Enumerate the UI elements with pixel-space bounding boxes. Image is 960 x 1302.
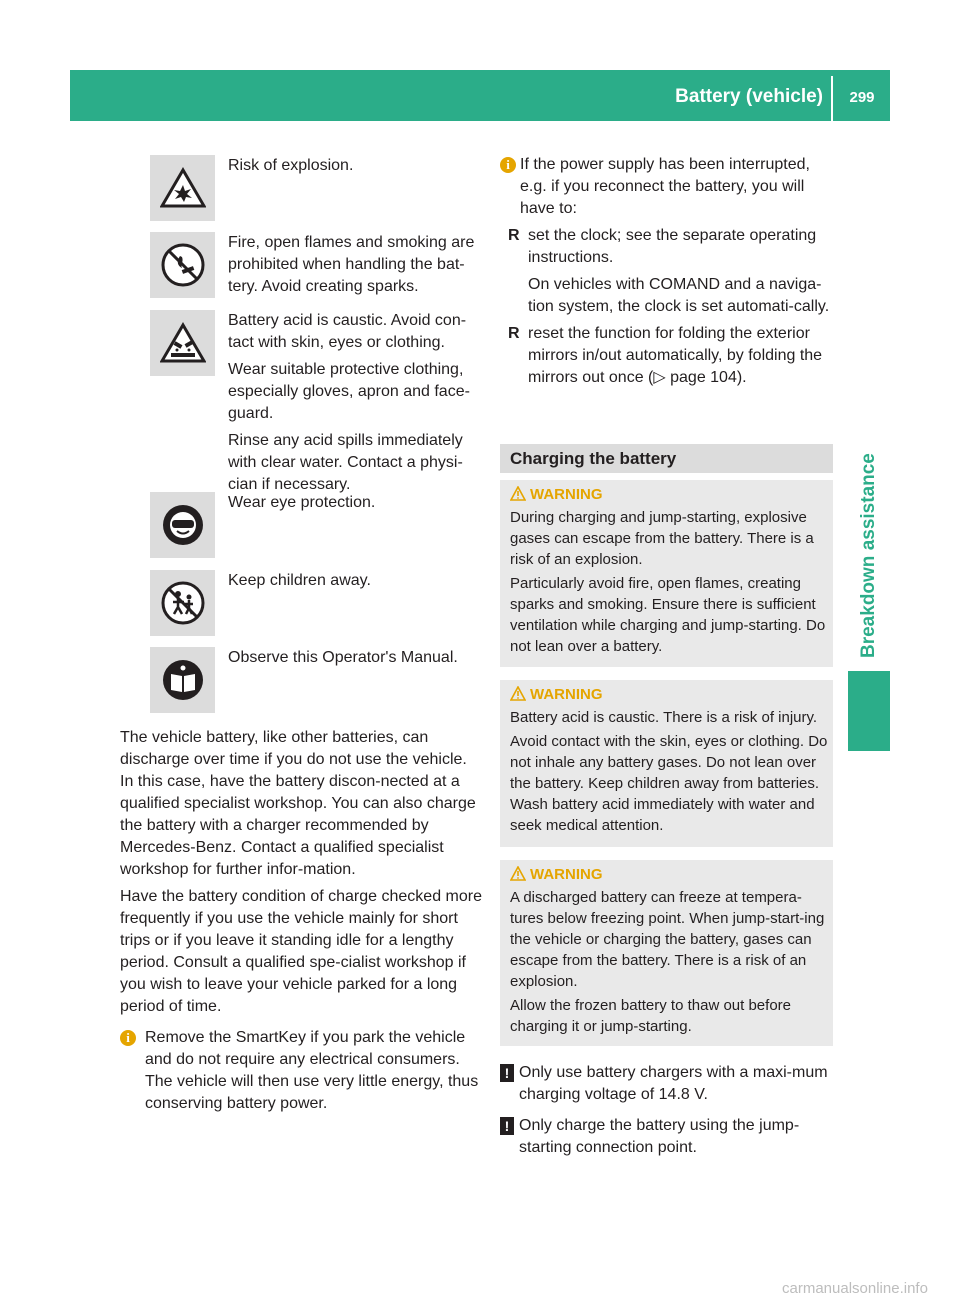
- no-flames-smoking-icon: [150, 232, 215, 298]
- info-text: Remove the SmartKey if you park the vehicle and do not require any electrical consumers. The vehicle will then use very little energy, thus conserving battery power.: [145, 1029, 479, 1112]
- warning-text: Allow the frozen battery to thaw out before charging it or jump-starting.: [510, 997, 791, 1035]
- info-note: [500, 154, 834, 220]
- eye-protection-icon: [150, 492, 215, 558]
- symbol-text: Observe this Operator's Manual.: [228, 649, 458, 666]
- exclamation-icon: !: [500, 1064, 514, 1082]
- section-title: Charging the battery: [510, 449, 677, 468]
- page-title: Battery (vehicle): [675, 86, 823, 107]
- symbol-text: Keep children away.: [228, 572, 371, 589]
- warning-triangle-icon: [510, 866, 526, 881]
- caution-text: Only use battery chargers with a maxi-mum charging voltage of 14.8 V.: [519, 1064, 828, 1103]
- caution-note: [500, 1115, 834, 1159]
- symbol-text: Wear suitable protective clothing, especially gloves, apron and face-guard.: [228, 361, 470, 422]
- operators-manual-icon: [150, 647, 215, 713]
- info-icon: i: [500, 157, 516, 173]
- header-divider: [831, 76, 833, 121]
- section-tab-marker: [848, 671, 890, 751]
- bullet-text: set the clock; see the separate operating instructions.: [528, 227, 817, 266]
- warning-box: [500, 480, 833, 667]
- page-number: 299: [849, 89, 875, 106]
- caution-text: Only charge the battery using the jump-starting connection point.: [519, 1117, 800, 1156]
- symbol-text: Risk of explosion.: [228, 157, 354, 174]
- section-heading: [500, 444, 833, 473]
- section-tab-label: Breakdown assistance: [858, 453, 879, 658]
- info-icon: i: [120, 1030, 136, 1046]
- explosion-warning-icon: [150, 155, 215, 221]
- paragraph: The vehicle battery, like other batteries, can discharge over time if you do not use the vehicle. In this case, have the battery discon-nected at a qualified specialist workshop. You can also charge the battery with a charger recommended by Mercedes-Benz. Contact a qualified specialist workshop for further infor-mation.: [120, 729, 476, 878]
- warning-triangle-icon: [510, 486, 526, 501]
- info-text: If the power supply has been interrupted, e.g. if you reconnect the battery, you will have to:: [520, 156, 810, 217]
- corrosive-acid-icon: [150, 310, 215, 376]
- info-note: [120, 1027, 482, 1115]
- right-top: [500, 154, 834, 389]
- watermark-text: carmanualsonline.info: [782, 1280, 928, 1297]
- warning-text: Battery acid is caustic. There is a risk of injury.: [510, 709, 818, 726]
- warning-text: During charging and jump-starting, explosive gases can escape from the battery. There is a risk of an explosion.: [510, 509, 814, 568]
- left-body: [120, 727, 482, 1115]
- warning-triangle-icon: [510, 686, 526, 701]
- bullet-text: reset the function for folding the exterior mirrors in/out automatically, by folding the mirrors out once (▷ page 104).: [528, 325, 823, 386]
- keep-children-away-icon: [150, 570, 215, 636]
- warning-label: WARNING: [530, 866, 603, 883]
- warning-label: WARNING: [530, 486, 603, 503]
- symbol-text: Battery acid is caustic. Avoid con-tact with skin, eyes or clothing.: [228, 312, 467, 351]
- warning-box: [500, 680, 833, 847]
- exclamation-icon: !: [500, 1117, 514, 1135]
- warning-text: A discharged battery can freeze at tempera-tures below freezing point. When jump-start-ing the vehicle or charging the battery, gases can escape from the battery. There is a risk of an explosion.: [510, 889, 825, 990]
- caution-note: [500, 1062, 834, 1106]
- bullet-item: [508, 225, 834, 318]
- symbol-text: Rinse any acid spills immediately with clear water. Contact a physi-cian if necessary.: [228, 432, 463, 493]
- warning-text: Avoid contact with the skin, eyes or clothing. Do not inhale any battery gases. Do not lean over the battery. Keep children away from batteries. Wash battery acid immediately with water and seek medical attention.: [510, 733, 828, 834]
- symbol-text: Fire, open flames and smoking are prohibited when handling the bat-tery. Avoid creating sparks.: [228, 234, 475, 295]
- bullet-subtext: On vehicles with COMAND and a naviga-tion system, the clock is set automati-cally.: [528, 276, 830, 315]
- bullet-marker: R: [508, 325, 520, 342]
- symbol-text: Wear eye protection.: [228, 494, 376, 511]
- warning-label: WARNING: [530, 686, 603, 703]
- bullet-item: [508, 323, 834, 389]
- paragraph: Have the battery condition of charge checked more frequently if you use the vehicle mainly for short trips or if you leave it standing idle for a lengthy period. Consult a qualified spe-cialist workshop if you wish to leave your vehicle parked for a long period of time.: [120, 888, 482, 1015]
- bullet-marker: R: [508, 227, 520, 244]
- warning-box: [500, 860, 833, 1046]
- warning-text: Particularly avoid fire, open flames, creating sparks and smoking. Ensure there is sufficient ventilation while charging and jump-starting. Do not lean over a battery.: [510, 575, 826, 655]
